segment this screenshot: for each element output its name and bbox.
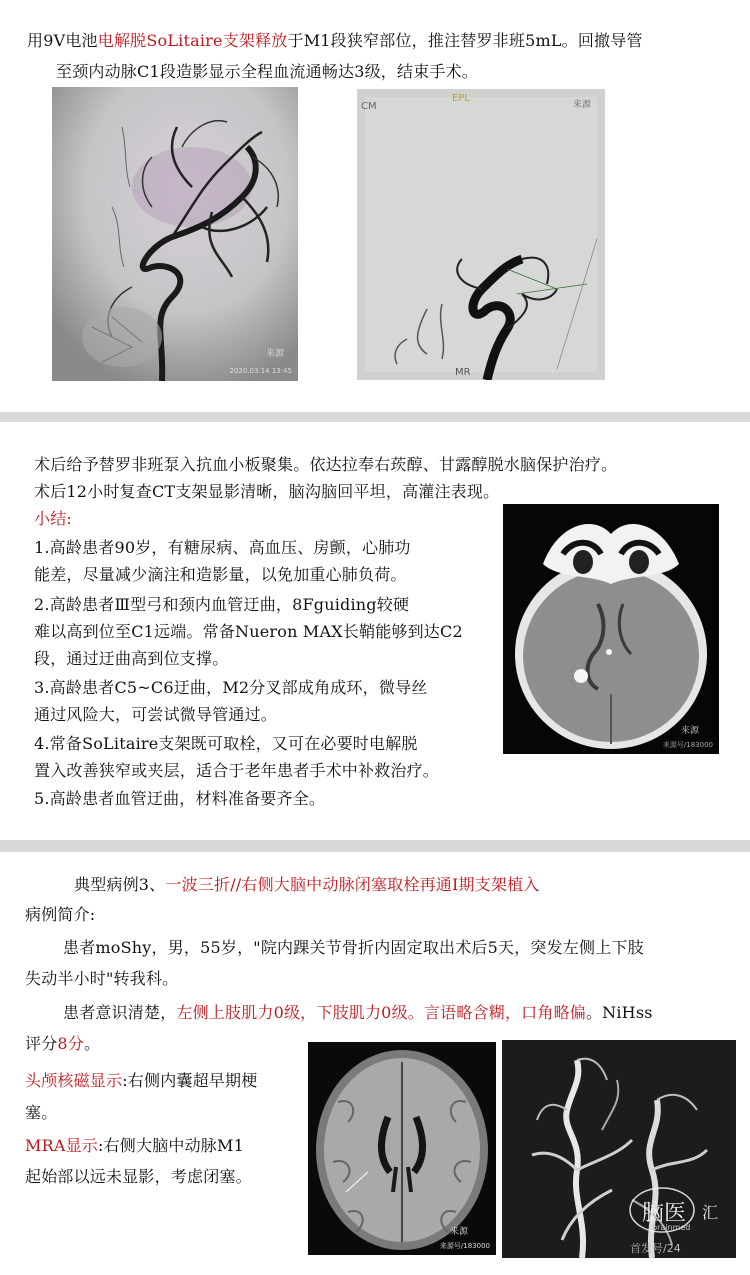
angiogram-2-label-top: EPL <box>452 93 470 104</box>
angiogram-image-1 <box>52 87 298 381</box>
mri-watermark: 来源 <box>449 1227 468 1237</box>
mri-finding-line2: 塞。 <box>25 1103 58 1122</box>
summary-item-line: 4.常备SoLitaire支架既可取栓，又可在必要时电解脱 <box>34 734 418 753</box>
summary-item-line: 段，通过迂曲高到位支撑。 <box>34 649 229 668</box>
mri-finding-line1: 头颅核磁显示:右侧内囊超早期梗 <box>25 1071 258 1090</box>
angiogram-1-watermark: 来源 <box>265 349 284 359</box>
mri-image <box>308 1042 496 1255</box>
section-divider-2 <box>0 840 750 852</box>
mri-caption: 来源号/183000 <box>439 1242 490 1250</box>
angiogram-image-2 <box>357 89 605 380</box>
section-procedure <box>0 0 750 412</box>
angiogram-vessels-2 <box>357 89 605 380</box>
summary-item-line: 5.高龄患者血管迂曲，材料准备要齐全。 <box>34 789 326 808</box>
ct-scan-watermark: 来源 <box>680 726 699 736</box>
ct-scan-caption: 来源号/183000 <box>662 741 713 749</box>
angiogram-2-watermark: 来源 <box>572 100 591 110</box>
section-divider-1 <box>0 412 750 422</box>
mra-image <box>502 1040 736 1258</box>
case-score-line: 评分8分。 <box>25 1034 101 1053</box>
ct-scan-graphic <box>503 504 719 754</box>
summary-item-line: 置入改善狭窄或夹层，适合于老年患者手术中补救治疗。 <box>34 761 440 780</box>
summary-item-line: 通过风险大，可尝试微导管通过。 <box>34 705 278 724</box>
section-postop <box>0 422 750 840</box>
mra-graphic <box>502 1040 736 1258</box>
mra-logo-text: 汇 <box>702 1203 719 1222</box>
summary-title: 小结: <box>34 509 72 528</box>
mra-logo: 脑医 <box>642 1201 687 1226</box>
case-history-line2: 失动半小时"转我科。 <box>25 969 179 988</box>
case-exam-line: 患者意识清楚，左侧上肢肌力0级，下肢肌力0级。言语略含糊，口角略偏。NiHss <box>63 1003 653 1022</box>
procedure-text-line2: 至颈内动脉C1段造影显示全程血流通畅达3级，结束手术。 <box>56 62 479 81</box>
summary-item-line: 2.高龄患者Ⅲ型弓和颈内血管迂曲，8Fguiding较硬 <box>34 595 410 614</box>
section-case3 <box>0 852 750 1275</box>
angiogram-1-timestamp: 2020.03.14 13:45 <box>229 367 292 375</box>
procedure-text-line1: 用9V电池电解脱SoLitaire支架释放于M1段狭窄部位，推注替罗非班5mL。回撤导管 <box>27 31 643 50</box>
angiogram-2-label-bottom: MR <box>455 367 471 378</box>
mra-finding-line1: MRA显示:右侧大脑中动脉M1 <box>25 1136 244 1155</box>
summary-item-line: 1.高龄患者90岁，有糖尿病、高血压、房颤，心肺功 <box>34 538 411 557</box>
ct-scan-image <box>503 504 719 754</box>
postop-para-2: 术后12小时复查CT支架显影清晰，脑沟脑回平坦，高灌注表现。 <box>34 482 500 501</box>
case-history-line1: 患者moShy，男，55岁，"院内踝关节骨折内固定取出术后5天，突发左侧上下肢 <box>63 938 644 957</box>
summary-item-line: 能差，尽量减少滴注和造影量，以免加重心肺负荷。 <box>34 565 407 584</box>
case-intro-label: 病例简介: <box>25 905 96 924</box>
case-title: 典型病例3、一波三折//右侧大脑中动脉闭塞取栓再通Ⅰ期支架植入 <box>74 875 540 894</box>
mra-logo-sub: brainmed <box>652 1223 691 1232</box>
summary-item-line: 难以高到位至C1远端。常备Nueron MAX长鞘能够到达C2 <box>34 622 463 641</box>
mra-finding-line2: 起始部以远未显影，考虑闭塞。 <box>25 1167 252 1186</box>
angiogram-vessels-1 <box>52 87 298 381</box>
summary-item-line: 3.高龄患者C5~C6迂曲，M2分叉部成角成环，微导丝 <box>34 678 428 697</box>
angiogram-2-label-left: CM <box>361 101 377 112</box>
postop-para-1: 术后给予替罗非班泵入抗血小板聚集。依达拉奉右莰醇、甘露醇脱水脑保护治疗。 <box>34 455 618 474</box>
mra-footer: 首发号/24 <box>630 1242 681 1255</box>
